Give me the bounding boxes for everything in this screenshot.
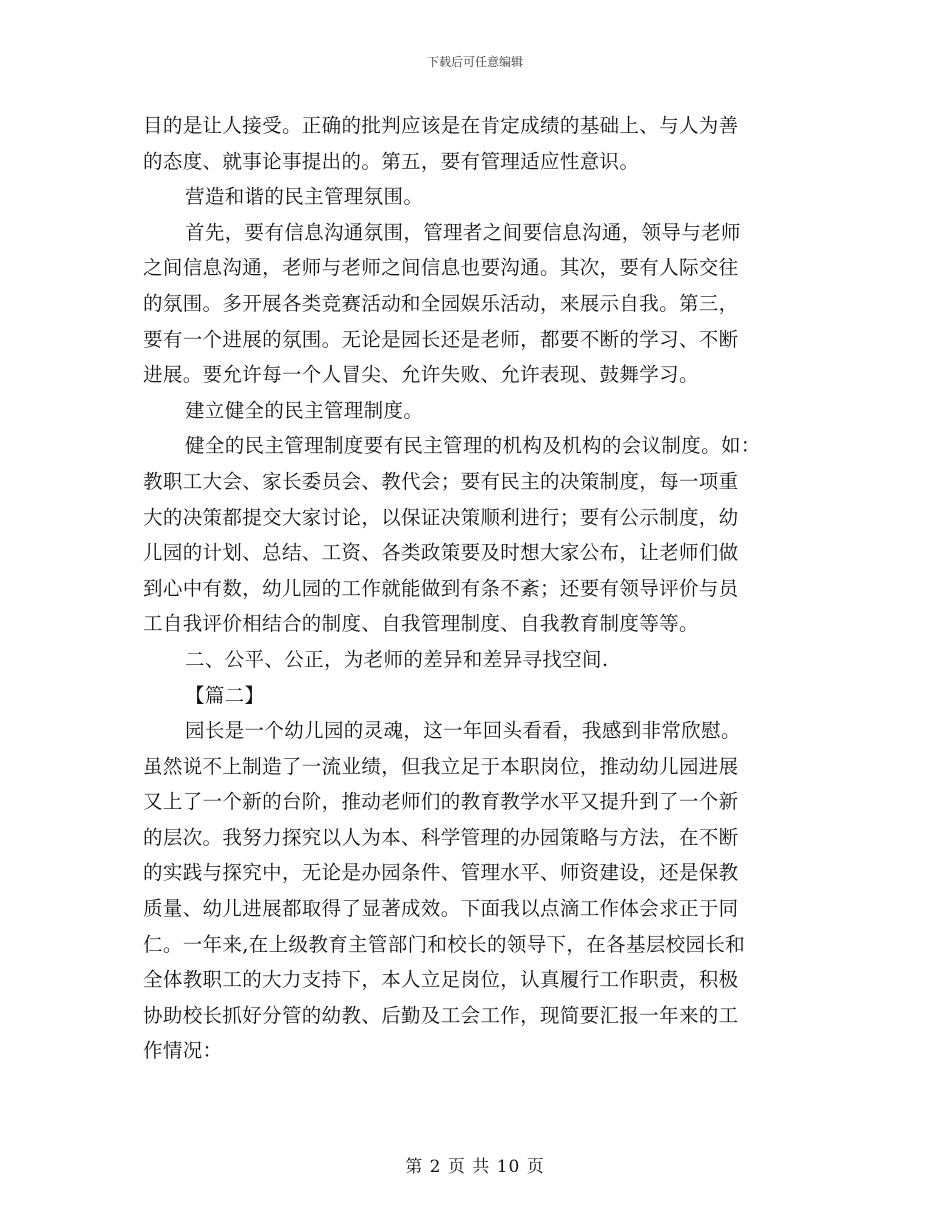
page-header: 下载后可任意编辑 [426,55,523,69]
text-line: 儿园的计划、总结、工资、各类政策要及时想大家公布，让老师们做 [143,541,739,565]
text-line: 的态度、就事论事提出的。第五，要有管理适应性意识。 [143,149,640,173]
text-line: 作情况： [143,1039,223,1063]
text-line: 大的决策都提交大家讨论，以保证决策顺利进行；要有公示制度，幼 [143,505,739,529]
text-line: 之间信息沟通，老师与老师之间信息也要沟通。其次，要有人际交往 [143,256,739,280]
paragraph-start: 园长是一个幼儿园的灵魂，这一年回头看看，我感到非常欣慰。 [185,719,741,743]
text-line: 全体教职工的大力支持下，本人立足岗位，认真履行工作职责，积极 [143,968,739,992]
section-heading: 二、公平、公正，为老师的差异和差异寻找空间. [185,647,609,671]
text-line: 的氛围。多开展各类竞赛活动和全园娱乐活动，来展示自我。第三， [143,291,739,315]
text-line: 协助校长抓好分管的幼教、后勤及工会工作，现简要汇报一年来的工 [143,1003,739,1027]
text-line: 仁。一年来,在上级教育主管部门和校长的领导下，在各基层校园长和 [143,932,746,956]
text-line: 的层次。我努力探究以人为本、科学管理的办园策略与方法，在不断 [143,825,739,849]
text-line: 又上了一个新的台阶，推动老师们的教育教学水平又提升到了一个新 [143,790,739,814]
text-line: 要有一个进展的氛围。无论是园长还是老师，都要不断的学习、不断 [143,327,739,351]
text-line: 目的是让人接受。正确的批判应该是在肯定成绩的基础上、与人为善 [143,114,739,137]
text-line: 工自我评价相结合的制度、自我管理制度、自我教育制度等等。 [143,612,699,636]
text-line: 虽然说不上制造了一流业绩，但我立足于本职岗位，推动幼儿园进展 [143,754,739,778]
text-line: 的实践与探究中，无论是办园条件、管理水平、师资建设，还是保教 [143,861,739,885]
text-line: 教职工大会、家长委员会、教代会；要有民主的决策制度，每一项重 [143,469,739,493]
section-heading: 建立健全的民主管理制度。 [185,398,424,422]
paragraph-start: 首先，要有信息沟通氛围，管理者之间要信息沟通，领导与老师 [185,220,741,244]
text-line: 到心中有数，幼儿园的工作就能做到有条不紊；还要有领导评价与员 [143,576,739,600]
part-heading: 【篇二】 [185,683,265,707]
paragraph-start: 健全的民主管理制度要有民主管理的机构及机构的会议制度。如： [185,434,761,458]
section-heading: 营造和谐的民主管理氛围。 [185,185,424,209]
text-line: 质量、幼儿进展都取得了显著成效。下面我以点滴工作体会求正于同 [143,897,739,921]
body-text [143,108,808,1069]
page-number: 第 2 页 共 10 页 [405,1157,545,1177]
text-line: 进展。要允许每一个人冒尖、允许失败、允许表现、鼓舞学习。 [143,363,699,387]
